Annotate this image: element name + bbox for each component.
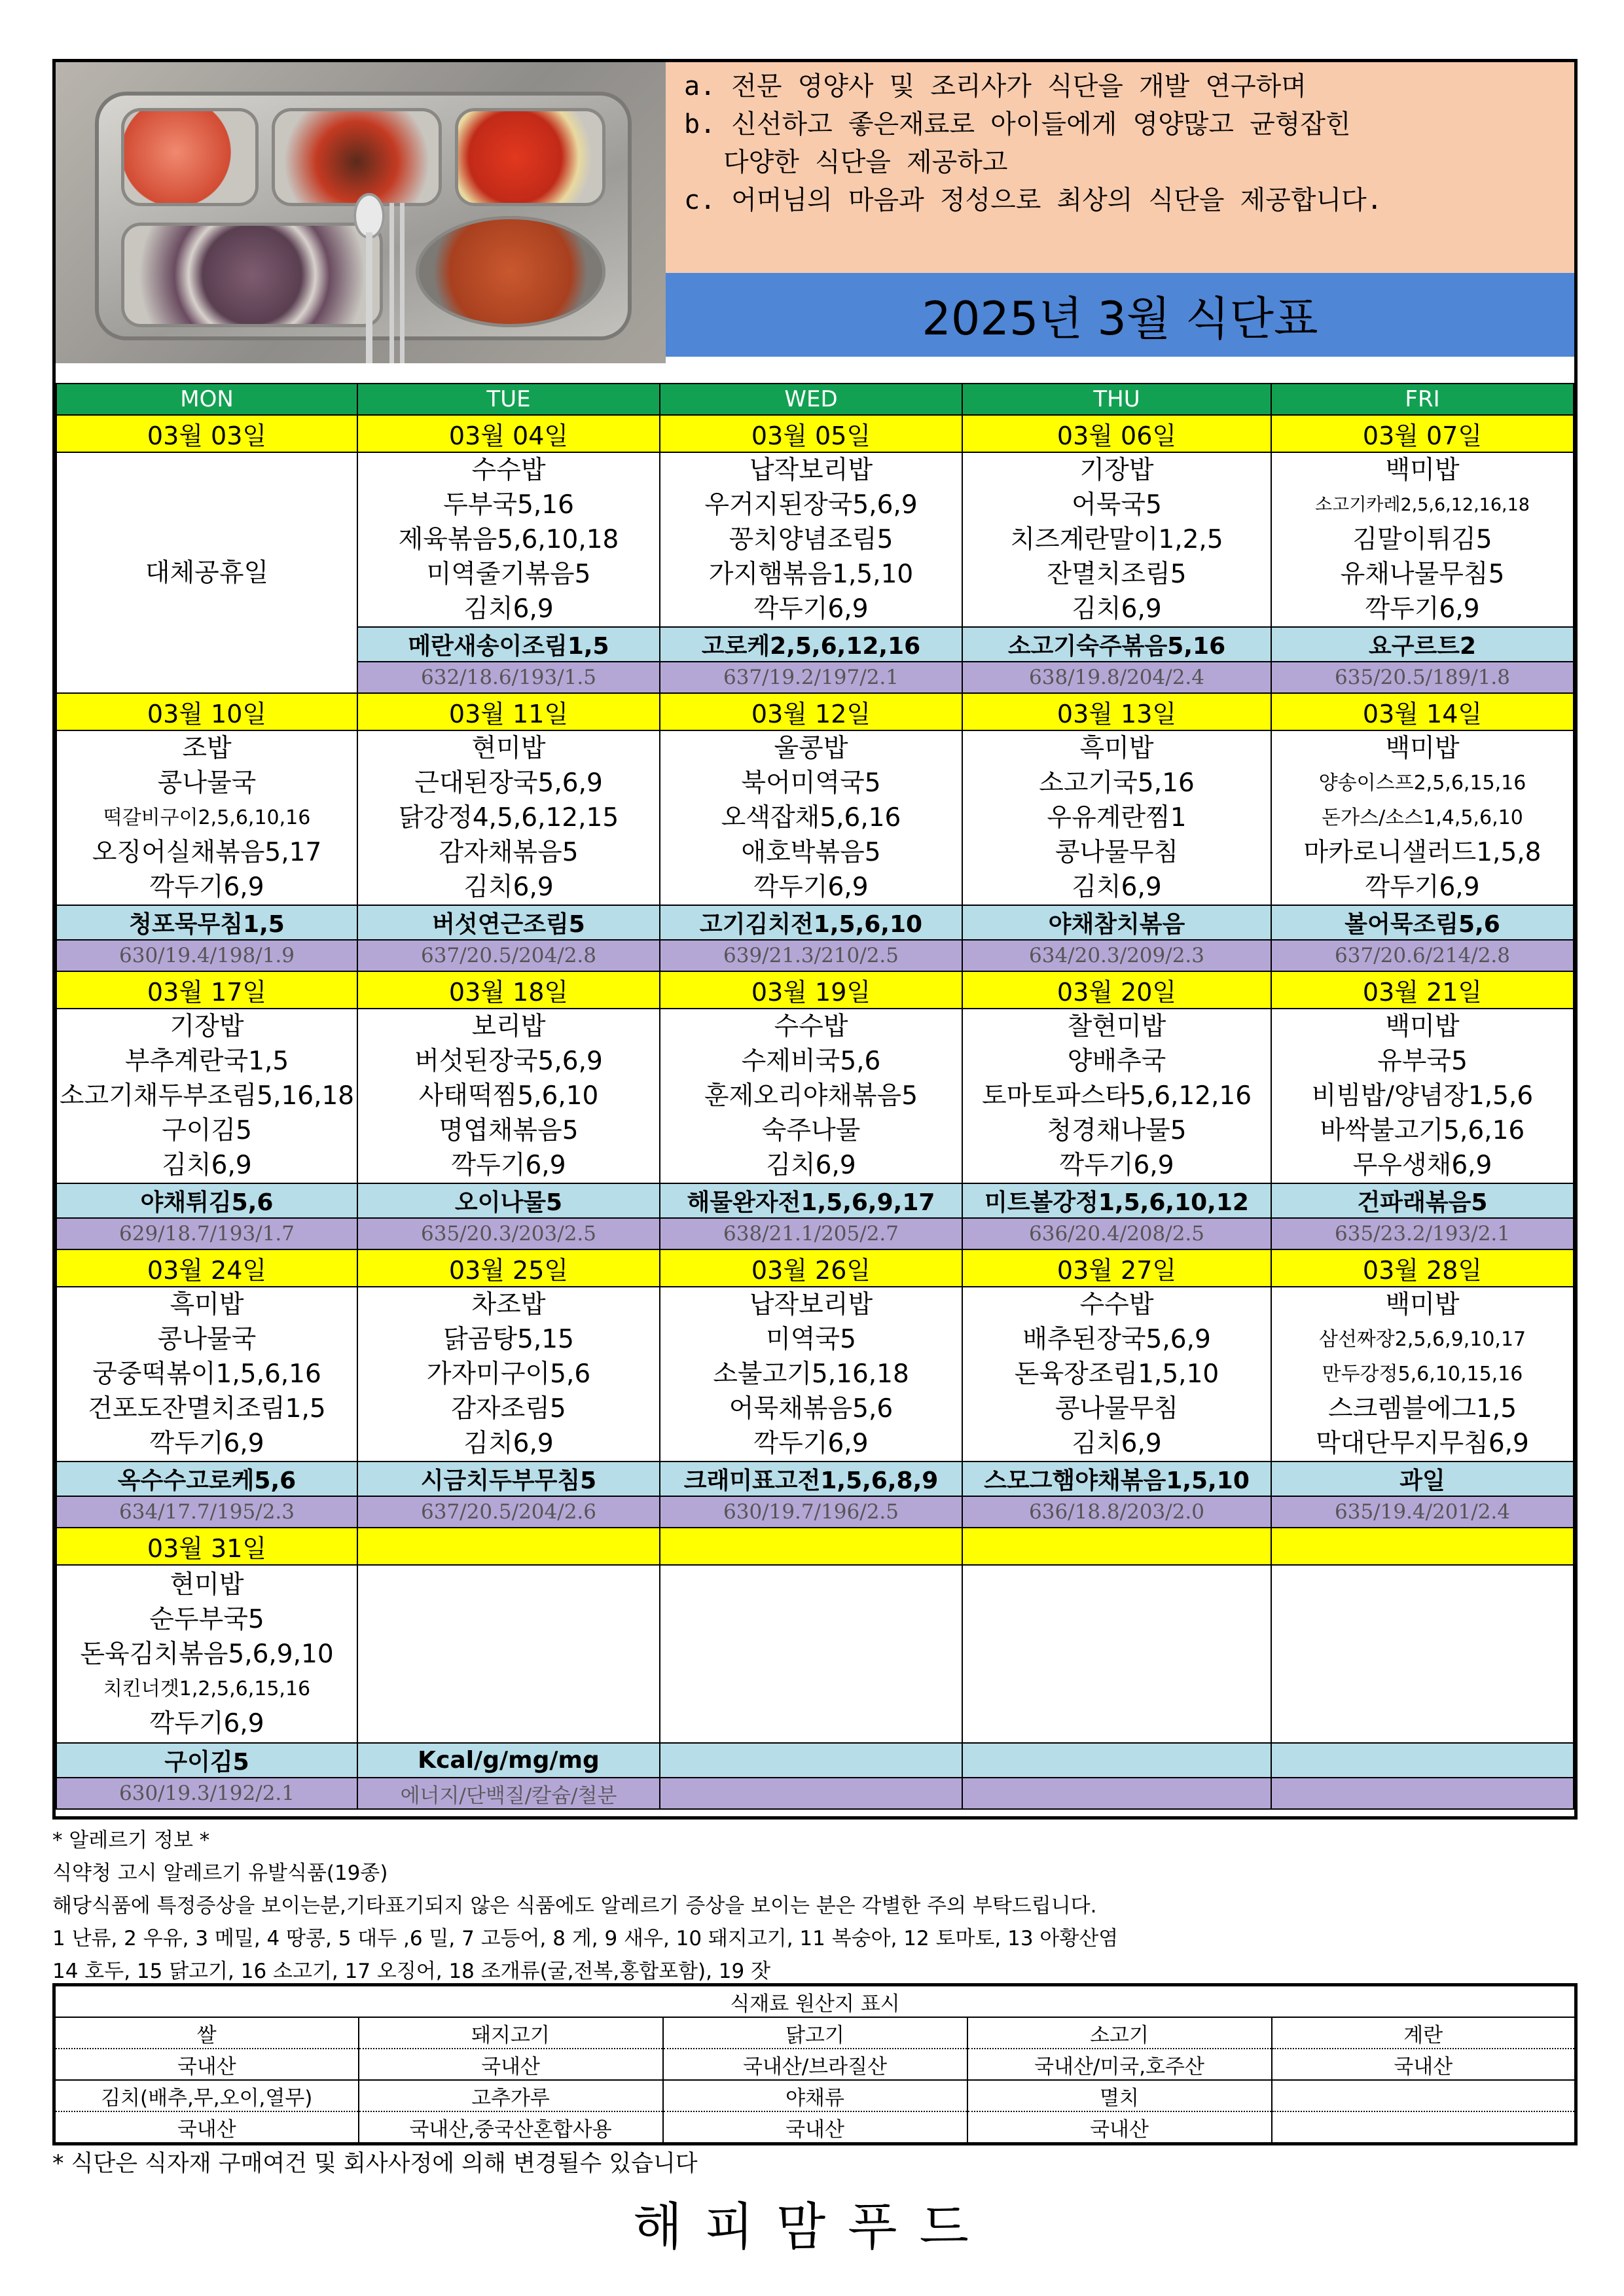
- allergy-line-4: 14 호두, 15 닭고기, 16 소고기, 17 오징어, 18 조개류(굴,전복,홍합포함), 19 잣: [52, 1960, 771, 1983]
- menu-item: 우유계란찜1: [1047, 803, 1187, 833]
- weekday-header-row: [56, 384, 1574, 415]
- menu-item: 김치6,9: [162, 1151, 252, 1180]
- origin-item: 김치(배추,무,오이,열무): [54, 2080, 359, 2111]
- nutrition-cell: 637/20.5/204/2.8: [357, 940, 660, 971]
- nutrition-cell: 630/19.7/196/2.5: [660, 1496, 962, 1528]
- menu-cell: [56, 1009, 357, 1183]
- menu-item: 비빔밥/양념장1,5,6: [1311, 1081, 1534, 1111]
- menu-item: 버섯된장국5,6,9: [414, 1047, 603, 1076]
- date-cell: 03월 21일: [1271, 971, 1574, 1009]
- date-cell: [660, 1528, 962, 1565]
- date-cell: 03월 13일: [962, 693, 1271, 730]
- menu-item: 백미밥: [1385, 1012, 1460, 1041]
- date-cell: 03월 17일: [56, 971, 357, 1009]
- menu-item: 울콩밥: [774, 734, 848, 763]
- origin-country: 국내산: [967, 2111, 1272, 2144]
- menu-item: 양송이스프2,5,6,15,16: [1318, 772, 1526, 795]
- menu-cell: [962, 1009, 1271, 1183]
- nutrition-row: [56, 1218, 1574, 1249]
- snack-row: [56, 905, 1574, 940]
- menu-item: 기장밥: [170, 1012, 244, 1041]
- date-cell: 03월 06일: [962, 415, 1271, 452]
- nutrition-cell: 630/19.4/198/1.9: [56, 940, 357, 971]
- menu-item: 수제비국5,6: [741, 1047, 881, 1076]
- menu-item: 부추계란국1,5: [124, 1047, 289, 1076]
- menu-cell: [357, 730, 660, 905]
- menu-item: 유부국5: [1377, 1047, 1468, 1076]
- date-cell: 03월 26일: [660, 1249, 962, 1287]
- menu-item: 깍두기6,9: [1365, 594, 1480, 624]
- origin-item: [1272, 2080, 1576, 2111]
- menu-item: 제육볶음5,6,10,18: [398, 525, 619, 554]
- allergy-line-2: 해당식품에 특정증상을 보이는분,기타표기되지 않은 식품에도 알레르기 증상을 보이는 분은 각별한 주의 부탁드립니다.: [52, 1894, 1097, 1918]
- menu-item: 닭곰탕5,15: [443, 1325, 574, 1354]
- menu-cell: [1271, 730, 1574, 905]
- menu-row: [56, 1287, 1574, 1462]
- menu-item: 김치6,9: [463, 872, 554, 902]
- nutrition-cell: 에너지/단백질/칼슘/철분: [357, 1778, 660, 1809]
- menu-item: 깍두기6,9: [149, 872, 264, 902]
- snack-cell: [1271, 1743, 1574, 1778]
- menu-cell: [660, 1565, 962, 1743]
- menu-item: 토마토파스타5,6,12,16: [981, 1081, 1252, 1111]
- menu-row: [56, 1565, 1574, 1743]
- weekday-header: THU: [962, 384, 1271, 415]
- menu-cell: [357, 452, 660, 627]
- date-cell: 03월 25일: [357, 1249, 660, 1287]
- menu-item: 깍두기6,9: [1365, 872, 1480, 902]
- menu-item: 수수밥: [471, 456, 546, 485]
- snack-cell: 시금치두부무침5: [357, 1462, 660, 1496]
- nutrition-cell: 630/19.3/192/2.1: [56, 1778, 357, 1809]
- menu-item: 닭강정4,5,6,12,15: [398, 803, 619, 833]
- weekday-header: MON: [56, 384, 357, 415]
- nutrition-cell: 635/20.3/203/2.5: [357, 1218, 660, 1249]
- date-cell: 03월 28일: [1271, 1249, 1574, 1287]
- menu-item: 김치6,9: [766, 1151, 856, 1180]
- intro-line-a: a. 전문 영양사 및 조리사가 식단을 개발 연구하며: [684, 71, 1307, 101]
- nutrition-cell: 635/19.4/201/2.4: [1271, 1496, 1574, 1528]
- menu-sheet: [52, 59, 1578, 1820]
- snack-cell: 구이김5: [56, 1743, 357, 1778]
- nutrition-cell: [962, 1778, 1271, 1809]
- allergy-heading: * 알레르기 정보 *: [52, 1829, 210, 1852]
- menu-item: 만두강정5,6,10,15,16: [1322, 1363, 1523, 1386]
- menu-row: [56, 452, 1574, 627]
- origin-country: 국내산: [359, 2049, 663, 2080]
- date-row: [56, 1249, 1574, 1287]
- menu-item: 꽁치양념조림5: [729, 525, 893, 554]
- menu-cell: [1271, 1565, 1574, 1743]
- menu-item: 김말이튀김5: [1352, 525, 1492, 554]
- snack-cell: 야채참치볶음: [962, 905, 1271, 940]
- date-cell: 03월 24일: [56, 1249, 357, 1287]
- menu-item: 건포도잔멸치조림1,5: [88, 1394, 326, 1424]
- menu-item: 콩나물국: [157, 768, 257, 798]
- snack-cell: 고기김치전1,5,6,10: [660, 905, 962, 940]
- menu-row: [56, 1009, 1574, 1183]
- snack-row: [56, 1183, 1574, 1218]
- origin-country: 국내산: [54, 2049, 359, 2080]
- snack-cell: 오이나물5: [357, 1183, 660, 1218]
- menu-item: 김치6,9: [463, 594, 554, 624]
- origin-item: 멸치: [967, 2080, 1272, 2111]
- menu-item: 유채나물무침5: [1340, 560, 1505, 589]
- snack-cell: [660, 1743, 962, 1778]
- menu-cell: [962, 452, 1271, 627]
- menu-item: 돈육장조림1,5,10: [1014, 1359, 1219, 1389]
- origin-country: 국내산,중국산혼합사용: [359, 2111, 663, 2144]
- nutrition-cell: 636/20.4/208/2.5: [962, 1218, 1271, 1249]
- menu-item: 삼선짜장2,5,6,9,10,17: [1318, 1328, 1526, 1351]
- menu-cell: [56, 1565, 357, 1743]
- nutrition-cell: [660, 1778, 962, 1809]
- snack-cell: Kcal/g/mg/mg: [357, 1743, 660, 1778]
- snack-cell: 볼어묵조림5,6: [1271, 905, 1574, 940]
- intro-box: [666, 62, 1574, 273]
- date-cell: [1271, 1528, 1574, 1565]
- menu-item: 콩나물무침: [1055, 1394, 1179, 1424]
- menu-item: 감자조림5: [451, 1394, 566, 1424]
- menu-item: 보리밥: [471, 1012, 546, 1041]
- snack-cell: [962, 1743, 1271, 1778]
- nutrition-cell: 635/23.2/193/2.1: [1271, 1218, 1574, 1249]
- intro-line-b: b. 신선하고 좋은재료로 아이들에게 영양많고 균형잡힌: [684, 109, 1351, 139]
- nutrition-cell: 634/20.3/209/2.3: [962, 940, 1271, 971]
- menu-item: 소불고기5,16,18: [713, 1359, 909, 1389]
- date-cell: [962, 1528, 1271, 1565]
- date-cell: 03월 14일: [1271, 693, 1574, 730]
- nutrition-cell: 634/17.7/195/2.3: [56, 1496, 357, 1528]
- menu-item: 백미밥: [1385, 1290, 1460, 1319]
- intro-line-c: c. 어머님의 마음과 정성으로 최상의 식단을 제공합니다.: [684, 185, 1382, 215]
- menu-item: 대체공휴일: [145, 558, 269, 588]
- menu-item: 콩나물무침: [1055, 838, 1179, 867]
- date-cell: 03월 07일: [1271, 415, 1574, 452]
- menu-item: 무우생채6,9: [1352, 1151, 1492, 1180]
- menu-cell: [357, 1565, 660, 1743]
- menu-item: 깍두기6,9: [149, 1429, 264, 1458]
- allergy-info: [52, 1824, 1578, 1988]
- weekday-header: TUE: [357, 384, 660, 415]
- snack-row: [56, 1462, 1574, 1496]
- snack-cell: 고로케2,5,6,12,16: [660, 627, 962, 662]
- menu-item: 깍두기6,9: [753, 594, 869, 624]
- menu-item: 순두부국5: [149, 1604, 264, 1634]
- menu-item: 돈육김치볶음5,6,9,10: [80, 1639, 334, 1669]
- origin-country: 국내산: [54, 2111, 359, 2144]
- date-cell: 03월 12일: [660, 693, 962, 730]
- menu-item: 스크렘블에그1,5: [1327, 1394, 1517, 1424]
- date-cell: 03월 11일: [357, 693, 660, 730]
- menu-item: 콩나물국: [157, 1325, 257, 1354]
- date-row: [56, 693, 1574, 730]
- menu-item: 김치6,9: [1072, 594, 1162, 624]
- menu-item: 미역국5: [766, 1325, 856, 1354]
- menu-item: 막대단무지무침6,9: [1316, 1429, 1529, 1458]
- menu-item: 사태떡찜5,6,10: [418, 1081, 599, 1111]
- nutrition-cell: 629/18.7/193/1.7: [56, 1218, 357, 1249]
- menu-cell: [962, 1565, 1271, 1743]
- date-row: [56, 971, 1574, 1009]
- date-cell: 03월 27일: [962, 1249, 1271, 1287]
- menu-cell: [660, 730, 962, 905]
- menu-item: 바싹불고기5,6,16: [1320, 1116, 1525, 1145]
- snack-row: [56, 1743, 1574, 1778]
- menu-item: 잔멸치조림5: [1047, 560, 1187, 589]
- origin-country: 국내산: [663, 2111, 967, 2144]
- menu-cell: [962, 730, 1271, 905]
- origin-title: 식재료 원산지 표시: [54, 1985, 1576, 2018]
- menu-item: 배추된장국5,6,9: [1022, 1325, 1211, 1354]
- nutrition-cell: 632/18.6/193/1.5: [357, 662, 660, 693]
- menu-item: 치킨너겟1,2,5,6,15,16: [103, 1677, 311, 1700]
- menu-item: 찰현미밥: [1067, 1012, 1166, 1041]
- menu-item: 가지햄볶음1,5,10: [708, 560, 914, 589]
- date-cell: 03월 05일: [660, 415, 962, 452]
- nutrition-cell: 637/20.6/214/2.8: [1271, 940, 1574, 971]
- date-cell: [357, 1528, 660, 1565]
- menu-item: 조밥: [182, 734, 232, 763]
- nutrition-row: [56, 1778, 1574, 1809]
- menu-item: 차조밥: [471, 1290, 546, 1319]
- menu-cell: [357, 1009, 660, 1183]
- header: [56, 62, 1574, 363]
- snack-cell: 소고기숙주볶음5,16: [962, 627, 1271, 662]
- menu-item: 백미밥: [1385, 456, 1460, 485]
- menu-item: 두부국5,16: [443, 490, 574, 520]
- menu-item: 떡갈비구이2,5,6,10,16: [103, 806, 311, 829]
- snack-cell: 요구르트2: [1271, 627, 1574, 662]
- origin-country: [1272, 2111, 1576, 2144]
- menu-cell: [1271, 1009, 1574, 1183]
- nutrition-cell: 636/18.8/203/2.0: [962, 1496, 1271, 1528]
- nutrition-cell: [1271, 1778, 1574, 1809]
- menu-item: 근대된장국5,6,9: [414, 768, 603, 798]
- menu-item: 양배추국: [1067, 1047, 1166, 1076]
- allergy-line-1: 식약청 고시 알레르기 유발식품(19종): [52, 1861, 388, 1885]
- origin-country: 국내산/미국,호주산: [967, 2049, 1272, 2080]
- menu-item: 납작보리밥: [749, 1290, 873, 1319]
- date-cell: 03월 10일: [56, 693, 357, 730]
- snack-cell: 버섯연근조림5: [357, 905, 660, 940]
- snack-cell: 미트볼강정1,5,6,10,12: [962, 1183, 1271, 1218]
- nutrition-cell: 638/19.8/204/2.4: [962, 662, 1271, 693]
- menu-item: 깍두기6,9: [753, 872, 869, 902]
- date-cell: 03월 19일: [660, 971, 962, 1009]
- menu-item: 김치6,9: [1072, 1429, 1162, 1458]
- date-cell: 03월 18일: [357, 971, 660, 1009]
- nutrition-cell: 637/19.2/197/2.1: [660, 662, 962, 693]
- date-cell: 03월 03일: [56, 415, 357, 452]
- meal-tray-photo: [56, 62, 666, 363]
- origin-item: 고추가루: [359, 2080, 663, 2111]
- menu-cell: [660, 452, 962, 627]
- snack-cell: 메란새송이조림1,5: [357, 627, 660, 662]
- menu-cell: [357, 1287, 660, 1462]
- menu-cell: [1271, 452, 1574, 627]
- menu-item: 숙주나물: [761, 1116, 861, 1145]
- weekday-header: WED: [660, 384, 962, 415]
- menu-item: 깍두기6,9: [149, 1708, 264, 1738]
- menu-cell: [56, 730, 357, 905]
- menu-item: 흑미밥: [1079, 734, 1154, 763]
- origin-item: 야채류: [663, 2080, 967, 2111]
- menu-cell: [56, 1287, 357, 1462]
- snack-cell: 야채튀김5,6: [56, 1183, 357, 1218]
- menu-item: 감자채볶음5: [439, 838, 579, 867]
- nutrition-row: [56, 940, 1574, 971]
- date-row: [56, 415, 1574, 452]
- snack-cell: 청포묵무침1,5: [56, 905, 357, 940]
- menu-item: 김치6,9: [1072, 872, 1162, 902]
- menu-item: 소고기국5,16: [1039, 768, 1195, 798]
- date-cell: 03월 20일: [962, 971, 1271, 1009]
- menu-item: 청경채나물5: [1047, 1116, 1187, 1145]
- menu-item: 애호박볶음5: [741, 838, 881, 867]
- menu-cell: [56, 452, 357, 693]
- nutrition-row: [56, 1496, 1574, 1528]
- menu-item: 깍두기6,9: [451, 1151, 566, 1180]
- origin-item: 계란: [1272, 2017, 1576, 2049]
- snack-cell: 해물완자전1,5,6,9,17: [660, 1183, 962, 1218]
- menu-item: 흑미밥: [170, 1290, 244, 1319]
- change-notice: * 식단은 식자재 구매여건 및 회사사정에 의해 변경될수 있습니다: [52, 2151, 698, 2177]
- origin-item: 닭고기: [663, 2017, 967, 2049]
- nutrition-cell: 638/21.1/205/2.7: [660, 1218, 962, 1249]
- menu-row: [56, 730, 1574, 905]
- menu-item: 어묵채볶음5,6: [729, 1394, 893, 1424]
- intro-line-b2: 다양한 식단을 제공하고: [723, 147, 1008, 177]
- menu-item: 기장밥: [1079, 456, 1154, 485]
- weekday-header: FRI: [1271, 384, 1574, 415]
- menu-item: 구이김5: [162, 1116, 252, 1145]
- menu-cell: [1271, 1287, 1574, 1462]
- snack-cell: 스모그햄야채볶음1,5,10: [962, 1462, 1271, 1496]
- menu-item: 북어미역국5: [741, 768, 881, 798]
- allergy-line-3: 1 난류, 2 우유, 3 메밀, 4 땅콩, 5 대두 ,6 밀, 7 고등어, 8 게, 9 새우, 10 돼지고기, 11 복숭아, 12 토마토, 13 아황산염: [52, 1927, 1119, 1950]
- date-row: [56, 1528, 1574, 1565]
- menu-item: 우거지된장국5,6,9: [704, 490, 918, 520]
- origin-item: 돼지고기: [359, 2017, 663, 2049]
- menu-item: 오색잡채5,6,16: [721, 803, 901, 833]
- menu-item: 수수밥: [774, 1012, 848, 1041]
- menu-table: [56, 383, 1574, 1810]
- menu-item: 돈가스/소스1,4,5,6,10: [1322, 806, 1523, 829]
- snack-cell: 크래미표고전1,5,6,8,9: [660, 1462, 962, 1496]
- menu-item: 수수밥: [1079, 1290, 1154, 1319]
- menu-item: 납작보리밥: [749, 456, 873, 485]
- menu-item: 미역줄기볶음5: [426, 560, 591, 589]
- origin-country: 국내산: [1272, 2049, 1576, 2080]
- menu-cell: [660, 1287, 962, 1462]
- menu-cell: [962, 1287, 1271, 1462]
- menu-item: 마카로니샐러드1,5,8: [1303, 838, 1542, 867]
- menu-cell: [660, 1009, 962, 1183]
- menu-item: 백미밥: [1385, 734, 1460, 763]
- snack-cell: 옥수수고로케5,6: [56, 1462, 357, 1496]
- origin-table: [52, 1983, 1578, 2145]
- menu-item: 소고기채두부조림5,16,18: [59, 1081, 355, 1111]
- menu-item: 소고기카레2,5,6,12,16,18: [1315, 495, 1530, 515]
- menu-item: 가자미구이5,6: [426, 1359, 591, 1389]
- menu-item: 명엽채볶음5: [439, 1116, 579, 1145]
- menu-item: 어묵국5: [1072, 490, 1162, 520]
- menu-item: 궁중떡볶이1,5,6,16: [92, 1359, 321, 1389]
- page-title: 2025년 3월 식단표: [666, 273, 1574, 357]
- menu-item: 오징어실채볶음5,17: [92, 838, 322, 867]
- menu-item: 깍두기6,9: [1059, 1151, 1174, 1180]
- menu-item: 훈제오리야채볶음5: [704, 1081, 918, 1111]
- menu-item: 현미밥: [170, 1570, 244, 1600]
- nutrition-cell: 639/21.3/210/2.5: [660, 940, 962, 971]
- menu-item: 김치6,9: [463, 1429, 554, 1458]
- menu-item: 현미밥: [471, 734, 546, 763]
- snack-cell: 건파래볶음5: [1271, 1183, 1574, 1218]
- menu-item: 치즈계란말이1,2,5: [1010, 525, 1223, 554]
- nutrition-cell: 637/20.5/204/2.6: [357, 1496, 660, 1528]
- brand-name: 해피맘푸드: [633, 2198, 991, 2257]
- origin-item: 쌀: [54, 2017, 359, 2049]
- menu-item: 깍두기6,9: [753, 1429, 869, 1458]
- origin-item: 소고기: [967, 2017, 1272, 2049]
- date-cell: 03월 31일: [56, 1528, 357, 1565]
- date-cell: 03월 04일: [357, 415, 660, 452]
- nutrition-cell: 635/20.5/189/1.8: [1271, 662, 1574, 693]
- origin-country: 국내산/브라질산: [663, 2049, 967, 2080]
- snack-cell: 과일: [1271, 1462, 1574, 1496]
